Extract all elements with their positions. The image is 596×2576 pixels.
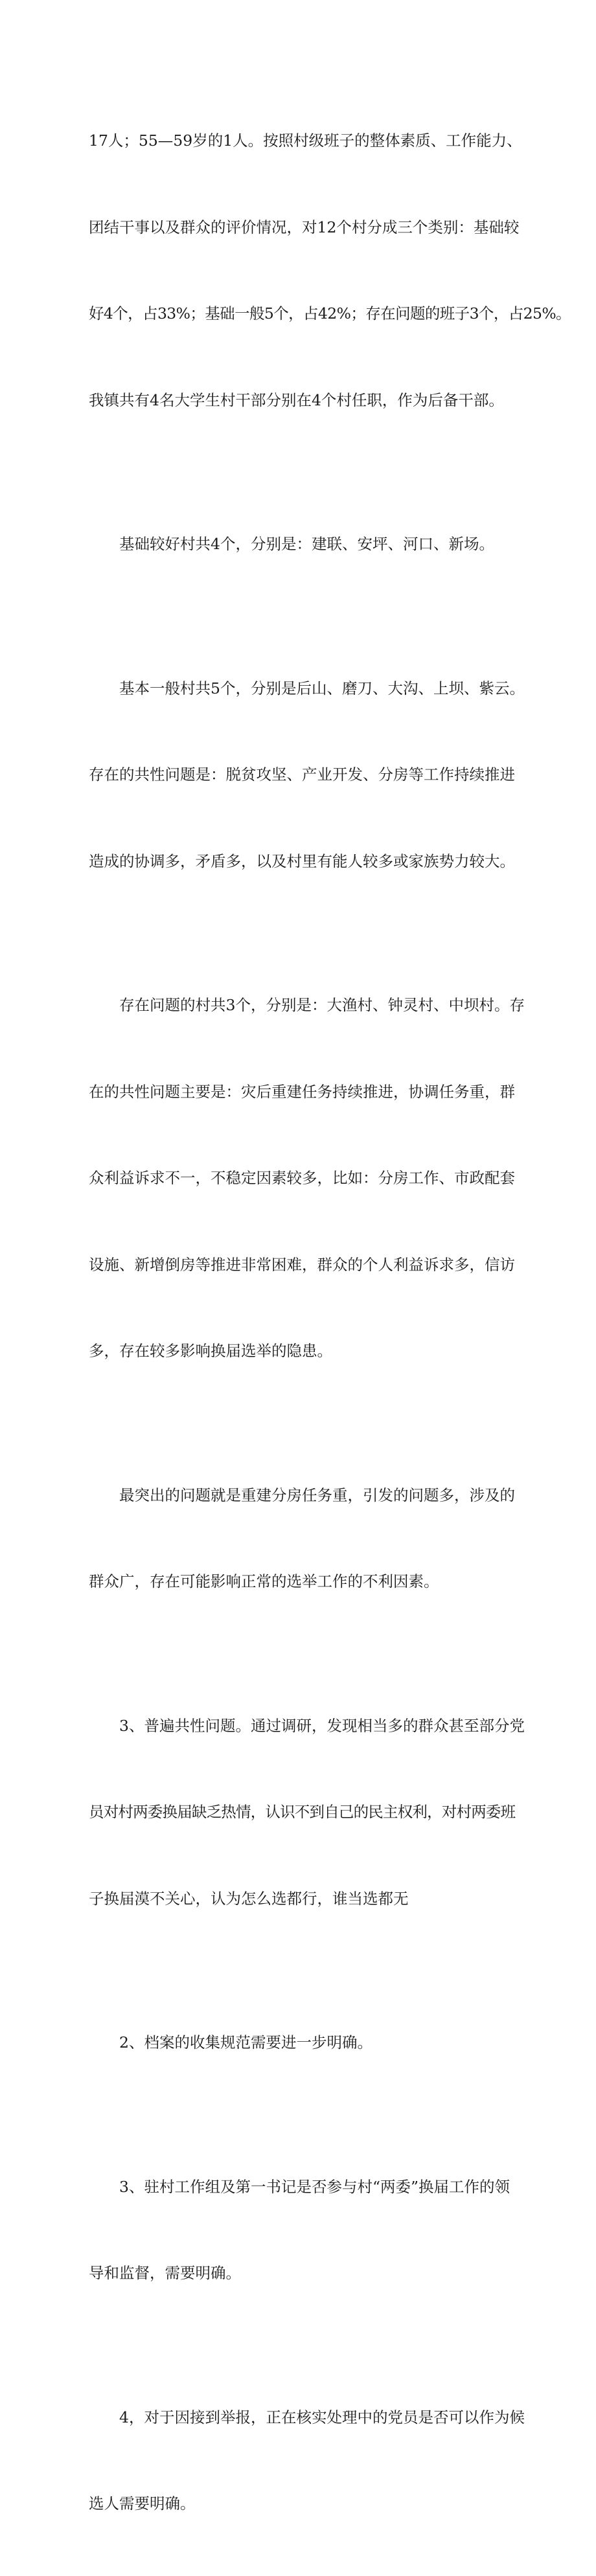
text-line: 导和监督，需要明确。 [89,2264,241,2282]
document-body [89,69,571,2576]
text-line: 设施、新增倒房等推进非常困难，群众的个人利益诉求多，信访 [89,1255,515,1274]
text-line: 我镇共有4名大学生村干部分别在4个村任职，作为后备干部。 [89,390,504,409]
paragraph-5 [89,1423,516,1654]
text-line: 基本一般村共5个，分别是后山、磨刀、大沟、上坝、紫云。 [119,679,525,697]
paragraph-6 [89,1654,525,1971]
text-line: 好4个，占33%；基础一般5个，占42%；存在问题的班子3个，占25%。 [89,304,571,322]
text-line: 2、档案的收集规范需要进一步明确。 [119,2033,372,2051]
text-line: 最突出的问题就是重建分房任务重，引发的问题多，涉及的 [119,1486,515,1504]
text-line: 17人；55—59岁的1人。按照村级班子的整体素质、工作能力、 [89,131,522,150]
text-line: 多，存在较多影响换届选举的隐患。 [89,1342,332,1360]
text-line: 4，对于因接到举报，正在核实处理中的党员是否可以作为候 [119,2408,525,2426]
paragraph-3 [89,616,525,934]
text-line: 员对村两委换届缺乏热情，认识不到自己的民主权利，对村两委班 [89,1803,516,1821]
text-line: 选人需要明确。 [89,2494,196,2513]
text-line: 3、驻村工作组及第一书记是否参与村“两委”换届工作的领 [119,2177,510,2196]
text-line: 在的共性问题主要是：灾后重建任务持续推进，协调任务重，群 [89,1082,515,1101]
text-line: 存在的共性问题是：脱贫攻坚、产业开发、分房等工作持续推进 [89,765,515,784]
text-line: 众利益诉求不一，不稳定因素较多，比如：分房工作、市政配套 [89,1169,515,1187]
paragraph-1 [89,69,571,472]
text-line: 3、普遍共性问题。通过调研，发现相当多的群众甚至部分党 [119,1716,525,1735]
paragraph-7 [89,1971,516,2115]
paragraph-8 [89,2115,516,2345]
paragraph-4 [89,933,525,1423]
text-line: 子换届漠不关心，认为怎么选都行，谁当选都无 [89,1889,409,1908]
text-line: 群众广，存在可能影响正常的选举工作的不利因素。 [89,1572,439,1590]
paragraph-9 [89,2345,525,2576]
text-line: 存在问题的村共3个，分别是：大渔村、钟灵村、中坝村。存 [119,996,525,1014]
text-line: 造成的协调多，矛盾多，以及村里有能人较多或家族势力较大。 [89,852,515,870]
paragraph-2 [89,472,516,616]
text-line: 团结干事以及群众的评价情况，对12个村分成三个类别：基础较 [89,218,520,236]
text-line: 基础较好村共4个，分别是：建联、安坪、河口、新场。 [119,535,494,553]
